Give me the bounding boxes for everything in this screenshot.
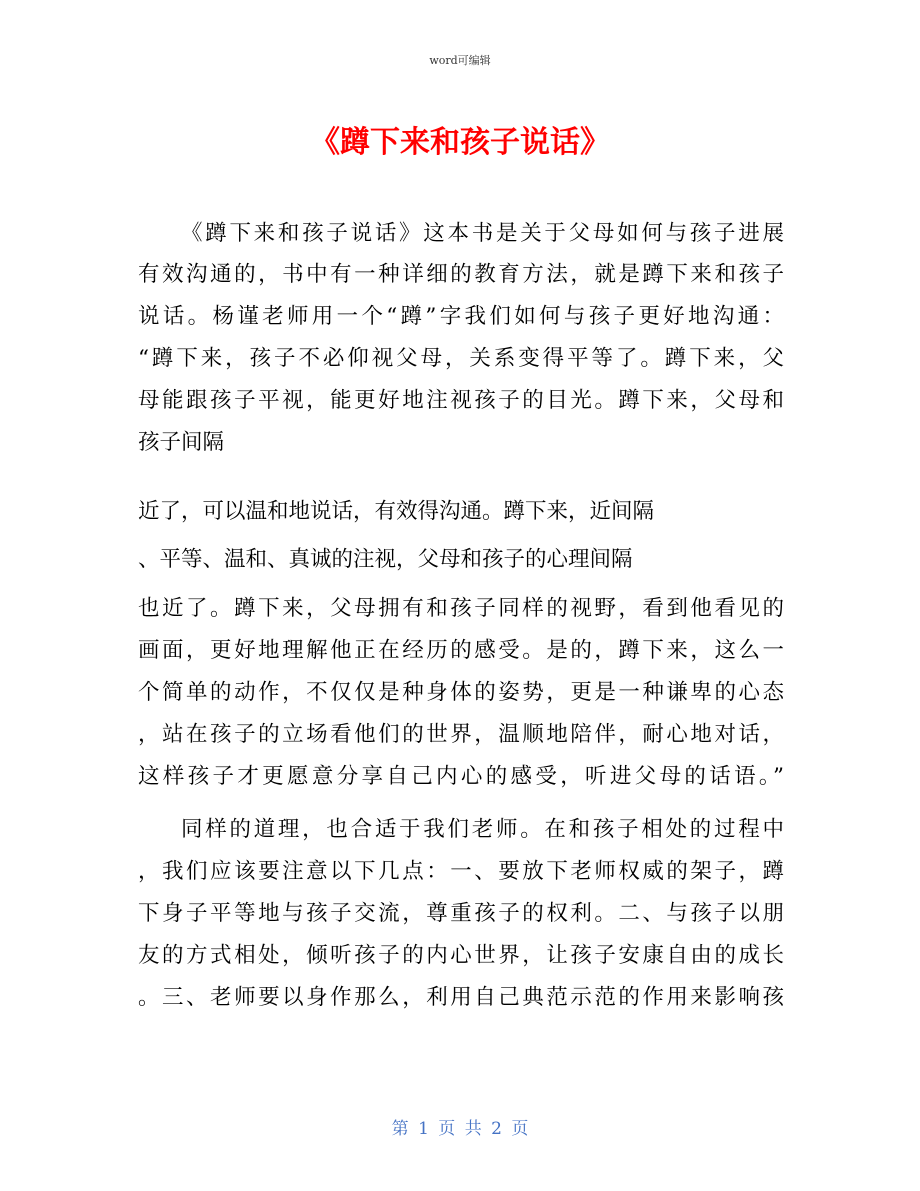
- text-line-13: 这样孩子才更愿意分享自己内心的感受，听进父母的话语。”: [138, 764, 784, 789]
- text-line-10: 画面，更好地理解他正在经历的感受。是的，蹲下来，这么一: [138, 638, 784, 663]
- text-line-5: 母能跟孩子平视，能更好地注视孩子的目光。蹲下来，父母和: [138, 388, 784, 413]
- text-line-8: 、平等、温和、真诚的注视，父母和孩子的心理间隔: [138, 547, 633, 572]
- text-line-12: ，站在孩子的立场看他们的世界，温顺地陪伴，耐心地对话，: [138, 722, 784, 747]
- text-line-11: 个简单的动作，不仅仅是种身体的姿势，更是一种谦卑的心态: [138, 680, 784, 705]
- text-line-4: “蹲下来，孩子不必仰视父母，关系变得平等了。蹲下来，父: [138, 346, 784, 371]
- text-line-2: 有效沟通的，书中有一种详细的教育方法，就是蹲下来和孩子: [138, 262, 784, 287]
- page-footer: 第 1 页 共 2 页: [391, 1119, 529, 1139]
- text-line-15: ，我们应该要注意以下几点：一、要放下老师权威的架子，蹲: [138, 859, 784, 884]
- text-line-17: 友的方式相处，倾听孩子的内心世界，让孩子安康自由的成长: [138, 943, 784, 968]
- text-line-1: 《蹲下来和孩子说话》这本书是关于父母如何与孩子进展: [181, 221, 784, 246]
- text-line-14: 同样的道理，也合适于我们老师。在和孩子相处的过程中: [181, 817, 784, 842]
- document-title: 《蹲下来和孩子说话》: [310, 125, 610, 160]
- text-line-3: 说话。杨谨老师用一个“蹲”字我们如何与孩子更好地沟通：: [138, 304, 784, 329]
- text-line-7: 近了，可以温和地说话，有效得沟通。蹲下来，近间隔: [138, 499, 655, 524]
- text-line-18: 。三、老师要以身作那么，利用自己典范示范的作用来影响孩: [138, 985, 784, 1010]
- page-header: word可编辑: [429, 54, 491, 67]
- text-line-9: 也近了。蹲下来，父母拥有和孩子同样的视野，看到他看见的: [138, 596, 784, 621]
- text-line-16: 下身子平等地与孩子交流，尊重孩子的权利。二、与孩子以朋: [138, 901, 784, 926]
- text-line-6: 孩子间隔: [138, 430, 225, 455]
